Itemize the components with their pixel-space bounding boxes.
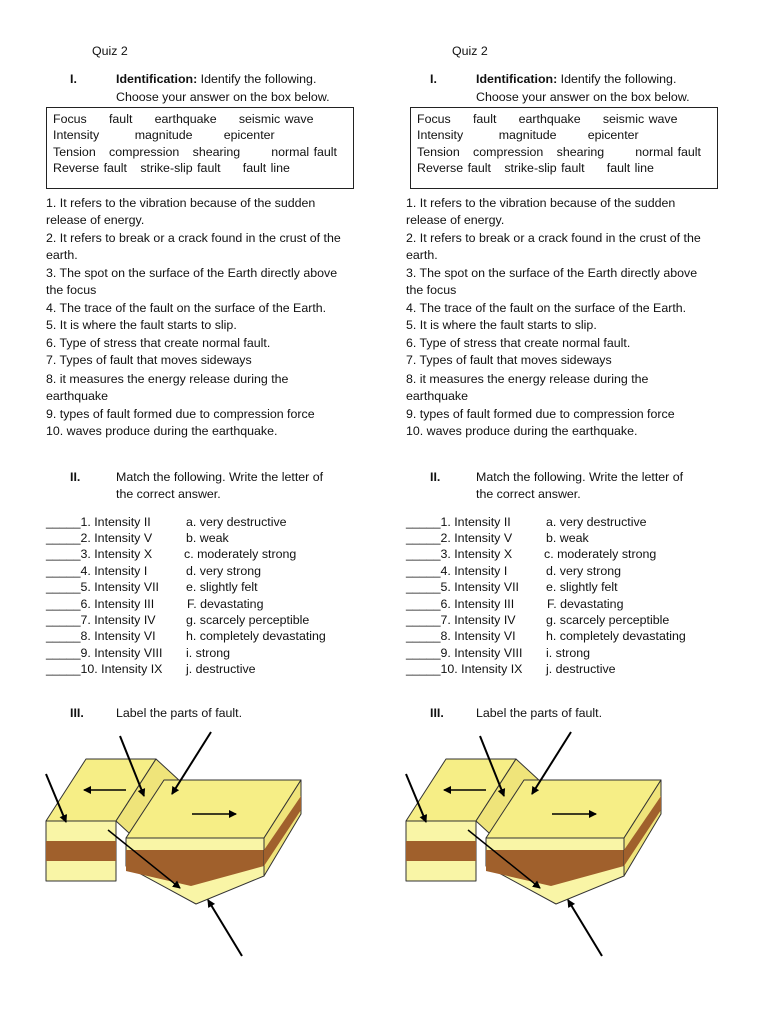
word-option: earthquake <box>154 112 217 126</box>
question-line: 6. Type of stress that create normal fault. <box>406 336 631 350</box>
word-option: fault line <box>606 161 654 175</box>
word-box-row <box>417 128 639 142</box>
word-option: Reverse fault <box>417 161 492 175</box>
section-1-number: I. <box>70 72 77 86</box>
match-choice: e. slightly felt <box>186 580 258 594</box>
section-1-heading <box>116 72 316 86</box>
match-choice: g. scarcely perceptible <box>546 613 670 627</box>
match-item: _____8. Intensity VI <box>406 629 516 643</box>
section-3-number: III. <box>430 706 444 720</box>
word-option: Tension <box>417 145 460 159</box>
question-line: 1. It refers to the vibration because of the sudden <box>406 196 676 210</box>
question-line: 1. It refers to the vibration because of the sudden <box>46 196 316 210</box>
fault-diagram <box>46 726 316 961</box>
quiz-copy-right <box>406 0 736 1024</box>
section-1-heading-line2: Choose your answer on the box below. <box>116 90 330 104</box>
word-option: Focus <box>53 112 87 126</box>
match-item: _____8. Intensity VI <box>46 629 156 643</box>
word-option: magnitude <box>498 128 557 142</box>
question-line: 8. it measures the energy release during the <box>46 372 289 386</box>
question-line: 2. It refers to break or a crack found in the crust of the <box>46 231 341 245</box>
match-item: _____7. Intensity IV <box>406 613 516 627</box>
section-1-heading-rest: Identify the following. <box>557 72 677 86</box>
question-line: 5. It is where the fault starts to slip. <box>46 318 237 332</box>
word-option: earthquake <box>518 112 581 126</box>
match-choice: F. devastating <box>547 597 624 611</box>
section-1-heading <box>476 72 676 86</box>
fault-diagram <box>406 726 676 961</box>
question-line: earth. <box>406 248 438 262</box>
match-choice: a. very destructive <box>546 515 647 529</box>
section-2-heading-line2: the correct answer. <box>476 487 581 501</box>
question-line: earthquake <box>406 389 469 403</box>
question-line: 8. it measures the energy release during the <box>406 372 649 386</box>
section-2-heading: Match the following. Write the letter of <box>476 470 684 484</box>
word-box-row <box>417 161 654 175</box>
word-option: epicenter <box>223 128 275 142</box>
question-line: 7. Types of fault that moves sideways <box>46 353 252 367</box>
word-option: Intensity <box>417 128 464 142</box>
word-option: fault <box>108 112 133 126</box>
word-option: Intensity <box>53 128 100 142</box>
match-item: _____5. Intensity VII <box>406 580 519 594</box>
word-option: compression <box>473 145 544 159</box>
word-option: compression <box>109 145 180 159</box>
section-1-heading-bold: Identification: <box>116 72 198 86</box>
match-item: _____4. Intensity I <box>46 564 148 578</box>
section-1-heading-bold: Identification: <box>476 72 558 86</box>
match-item: _____6. Intensity III <box>406 597 515 611</box>
rock-layer <box>46 841 116 861</box>
word-option: strike-slip fault <box>140 161 221 175</box>
question-line: 10. waves produce during the earthquake. <box>46 424 278 438</box>
word-box <box>46 107 354 189</box>
match-choice: h. completely devastating <box>546 629 686 643</box>
match-item: _____2. Intensity V <box>406 531 513 545</box>
question-line: earth. <box>46 248 78 262</box>
word-option: normal fault <box>635 145 702 159</box>
match-item: _____7. Intensity IV <box>46 613 156 627</box>
match-item: _____6. Intensity III <box>46 597 155 611</box>
quiz-title: Quiz 2 <box>92 44 128 58</box>
word-box-row <box>53 161 290 175</box>
question-line: 10. waves produce during the earthquake. <box>406 424 638 438</box>
label-arrow <box>568 900 602 956</box>
word-option: Tension <box>53 145 96 159</box>
match-choice: d. very strong <box>546 564 622 578</box>
match-choice: F. devastating <box>187 597 264 611</box>
match-choice: i. strong <box>546 646 591 660</box>
match-choice: i. strong <box>186 646 231 660</box>
match-item: _____2. Intensity V <box>46 531 153 545</box>
question-line: 4. The trace of the fault on the surface of the Earth. <box>46 301 327 315</box>
word-box <box>410 107 718 189</box>
match-item: _____3. Intensity X <box>406 547 513 561</box>
word-option: shearing <box>192 145 241 159</box>
section-2-number: II. <box>70 470 81 484</box>
match-choice: g. scarcely perceptible <box>186 613 310 627</box>
match-choice: a. very destructive <box>186 515 287 529</box>
match-item: _____1. Intensity II <box>46 515 151 529</box>
question-line: release of energy. <box>406 213 505 227</box>
word-box-row <box>53 145 337 159</box>
match-choice: h. completely devastating <box>186 629 326 643</box>
word-box-row <box>53 128 275 142</box>
match-choice: b. weak <box>546 531 589 545</box>
match-item: _____4. Intensity I <box>406 564 508 578</box>
word-option: shearing <box>556 145 605 159</box>
match-item: _____9. Intensity VIII <box>406 646 523 660</box>
section-2-number: II. <box>430 470 441 484</box>
match-choice: j. destructive <box>546 662 616 676</box>
question-line: 2. It refers to break or a crack found in the crust of the <box>406 231 701 245</box>
section-3-heading: Label the parts of fault. <box>476 706 603 720</box>
word-option: Reverse fault <box>53 161 128 175</box>
word-option: magnitude <box>134 128 193 142</box>
word-option: seismic wave <box>238 112 314 126</box>
word-box-row <box>53 112 314 126</box>
word-box-row <box>417 145 701 159</box>
word-option: Focus <box>417 112 451 126</box>
match-item: _____5. Intensity VII <box>46 580 159 594</box>
question-line: 9. types of fault formed due to compression force <box>46 407 315 421</box>
match-item: _____1. Intensity II <box>406 515 511 529</box>
word-option: epicenter <box>587 128 639 142</box>
word-box-row <box>417 112 678 126</box>
question-line: 9. types of fault formed due to compression force <box>406 407 675 421</box>
question-line: earthquake <box>46 389 109 403</box>
match-choice: c. moderately strong <box>544 547 657 561</box>
match-choice: b. weak <box>186 531 229 545</box>
match-item: _____10. Intensity IX <box>406 662 523 676</box>
word-option: fault line <box>242 161 290 175</box>
question-line: the focus <box>46 283 97 297</box>
question-line: 3. The spot on the surface of the Earth directly above <box>46 266 338 280</box>
match-choice: d. very strong <box>186 564 262 578</box>
question-line: 5. It is where the fault starts to slip. <box>406 318 597 332</box>
match-item: _____9. Intensity VIII <box>46 646 163 660</box>
question-line: the focus <box>406 283 457 297</box>
question-line: 3. The spot on the surface of the Earth directly above <box>406 266 698 280</box>
section-2-heading-line2: the correct answer. <box>116 487 221 501</box>
word-option: fault <box>472 112 497 126</box>
section-1-heading-rest: Identify the following. <box>197 72 317 86</box>
section-3-number: III. <box>70 706 84 720</box>
question-line: 6. Type of stress that create normal fault. <box>46 336 271 350</box>
match-item: _____3. Intensity X <box>46 547 153 561</box>
section-3-heading: Label the parts of fault. <box>116 706 243 720</box>
section-1-number: I. <box>430 72 437 86</box>
quiz-copy-left <box>46 0 376 1024</box>
question-line: 7. Types of fault that moves sideways <box>406 353 612 367</box>
quiz-title: Quiz 2 <box>452 44 488 58</box>
word-option: strike-slip fault <box>504 161 585 175</box>
question-line: release of energy. <box>46 213 145 227</box>
label-arrow <box>208 900 242 956</box>
section-2-heading: Match the following. Write the letter of <box>116 470 324 484</box>
rock-layer <box>406 841 476 861</box>
match-item: _____10. Intensity IX <box>46 662 163 676</box>
section-1-heading-line2: Choose your answer on the box below. <box>476 90 690 104</box>
word-option: seismic wave <box>602 112 678 126</box>
match-choice: c. moderately strong <box>184 547 297 561</box>
word-option: normal fault <box>271 145 338 159</box>
match-choice: j. destructive <box>186 662 256 676</box>
question-line: 4. The trace of the fault on the surface of the Earth. <box>406 301 687 315</box>
match-choice: e. slightly felt <box>546 580 618 594</box>
